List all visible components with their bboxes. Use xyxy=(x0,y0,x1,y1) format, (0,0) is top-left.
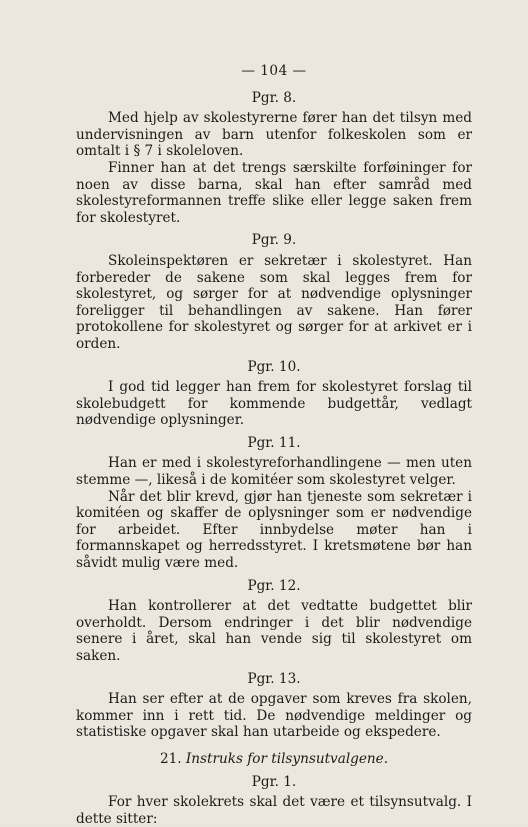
paragraph: Han kontrollerer at det vedtatte budgettet blir overholdt. Dersom endringer i det blir nødvendige senere i året, skal han vende sig til skolestyret om saken. xyxy=(76,598,472,664)
section-title xyxy=(76,751,472,768)
section-heading: Pgr. 9. xyxy=(251,232,297,249)
paragraph: Han er med i skolestyreforhandlingene — men uten stemme —, likeså i de komitéer som skolestyret velger. xyxy=(76,455,472,489)
paragraph-block-pgr-13 xyxy=(76,671,472,741)
paragraph: Finner han at det trengs særskilte forføininger for noen av disse barna, skal han efter samråd med skolestyreformannen treffe slike eller legge saken frem for skolestyret. xyxy=(76,159,472,226)
paragraph-block-pgr-8 xyxy=(76,90,472,227)
paragraph: Han ser efter at de opgaver som kreves fra skolen, kommer inn i rett tid. De nødvendige meldinger og statistiske opgaver skal han utarbeide og ekspedere. xyxy=(76,691,472,741)
section-heading: Pgr. 12. xyxy=(247,577,301,594)
section-title-text: Instruks for tilsynsutvalgene. xyxy=(185,750,389,767)
section-heading: Pgr. 13. xyxy=(247,670,301,687)
paragraph: I god tid legger han frem for skolestyret forslag til skolebudgett for kommende budgettår, vedlagt nødvendige oplysninger. xyxy=(76,379,472,429)
paragraph-block-pgr-11 xyxy=(76,435,472,572)
section-heading: Pgr. 1. xyxy=(251,773,297,790)
paragraph: For hver skolekrets skal det være et tilsynsutvalg. I dette sitter: xyxy=(76,794,472,827)
section-number: 21. xyxy=(159,750,182,767)
section-heading: Pgr. 10. xyxy=(247,358,301,375)
page-number: — 104 — xyxy=(241,63,307,79)
section-heading: Pgr. 11. xyxy=(247,434,301,451)
paragraph-block-pgr-10 xyxy=(76,359,472,429)
paragraph: Med hjelp av skolestyrerne fører han det tilsyn med undervisningen av barn utenfor folkeskolen som er omtalt i § 7 i skoleloven. xyxy=(76,110,472,160)
paragraph-block-pgr-9 xyxy=(76,232,472,352)
page-content xyxy=(76,63,472,827)
paragraph: Skoleinspektøren er sekretær i skolestyret. Han forbereder de sakene som skal legges frem for skolestyret, og sørger for at nødvendige oplysninger foreligger til behandlingen av sakene. Han fører protokollene for skolestyret og sørger for at arkivet er i orden. xyxy=(76,252,472,352)
section-heading: Pgr. 8. xyxy=(251,89,297,106)
paragraph: Når det blir krevd, gjør han tjeneste som sekretær i komitéen og skaffer de oplysninger som er nødvendige for arbeidet. Efter innbydelse møter han i formannskapet og herredsstyret. I kretsmøtene bør han såvidt mulig være med. xyxy=(76,488,472,572)
paragraph-block-pgr-12 xyxy=(76,578,472,665)
